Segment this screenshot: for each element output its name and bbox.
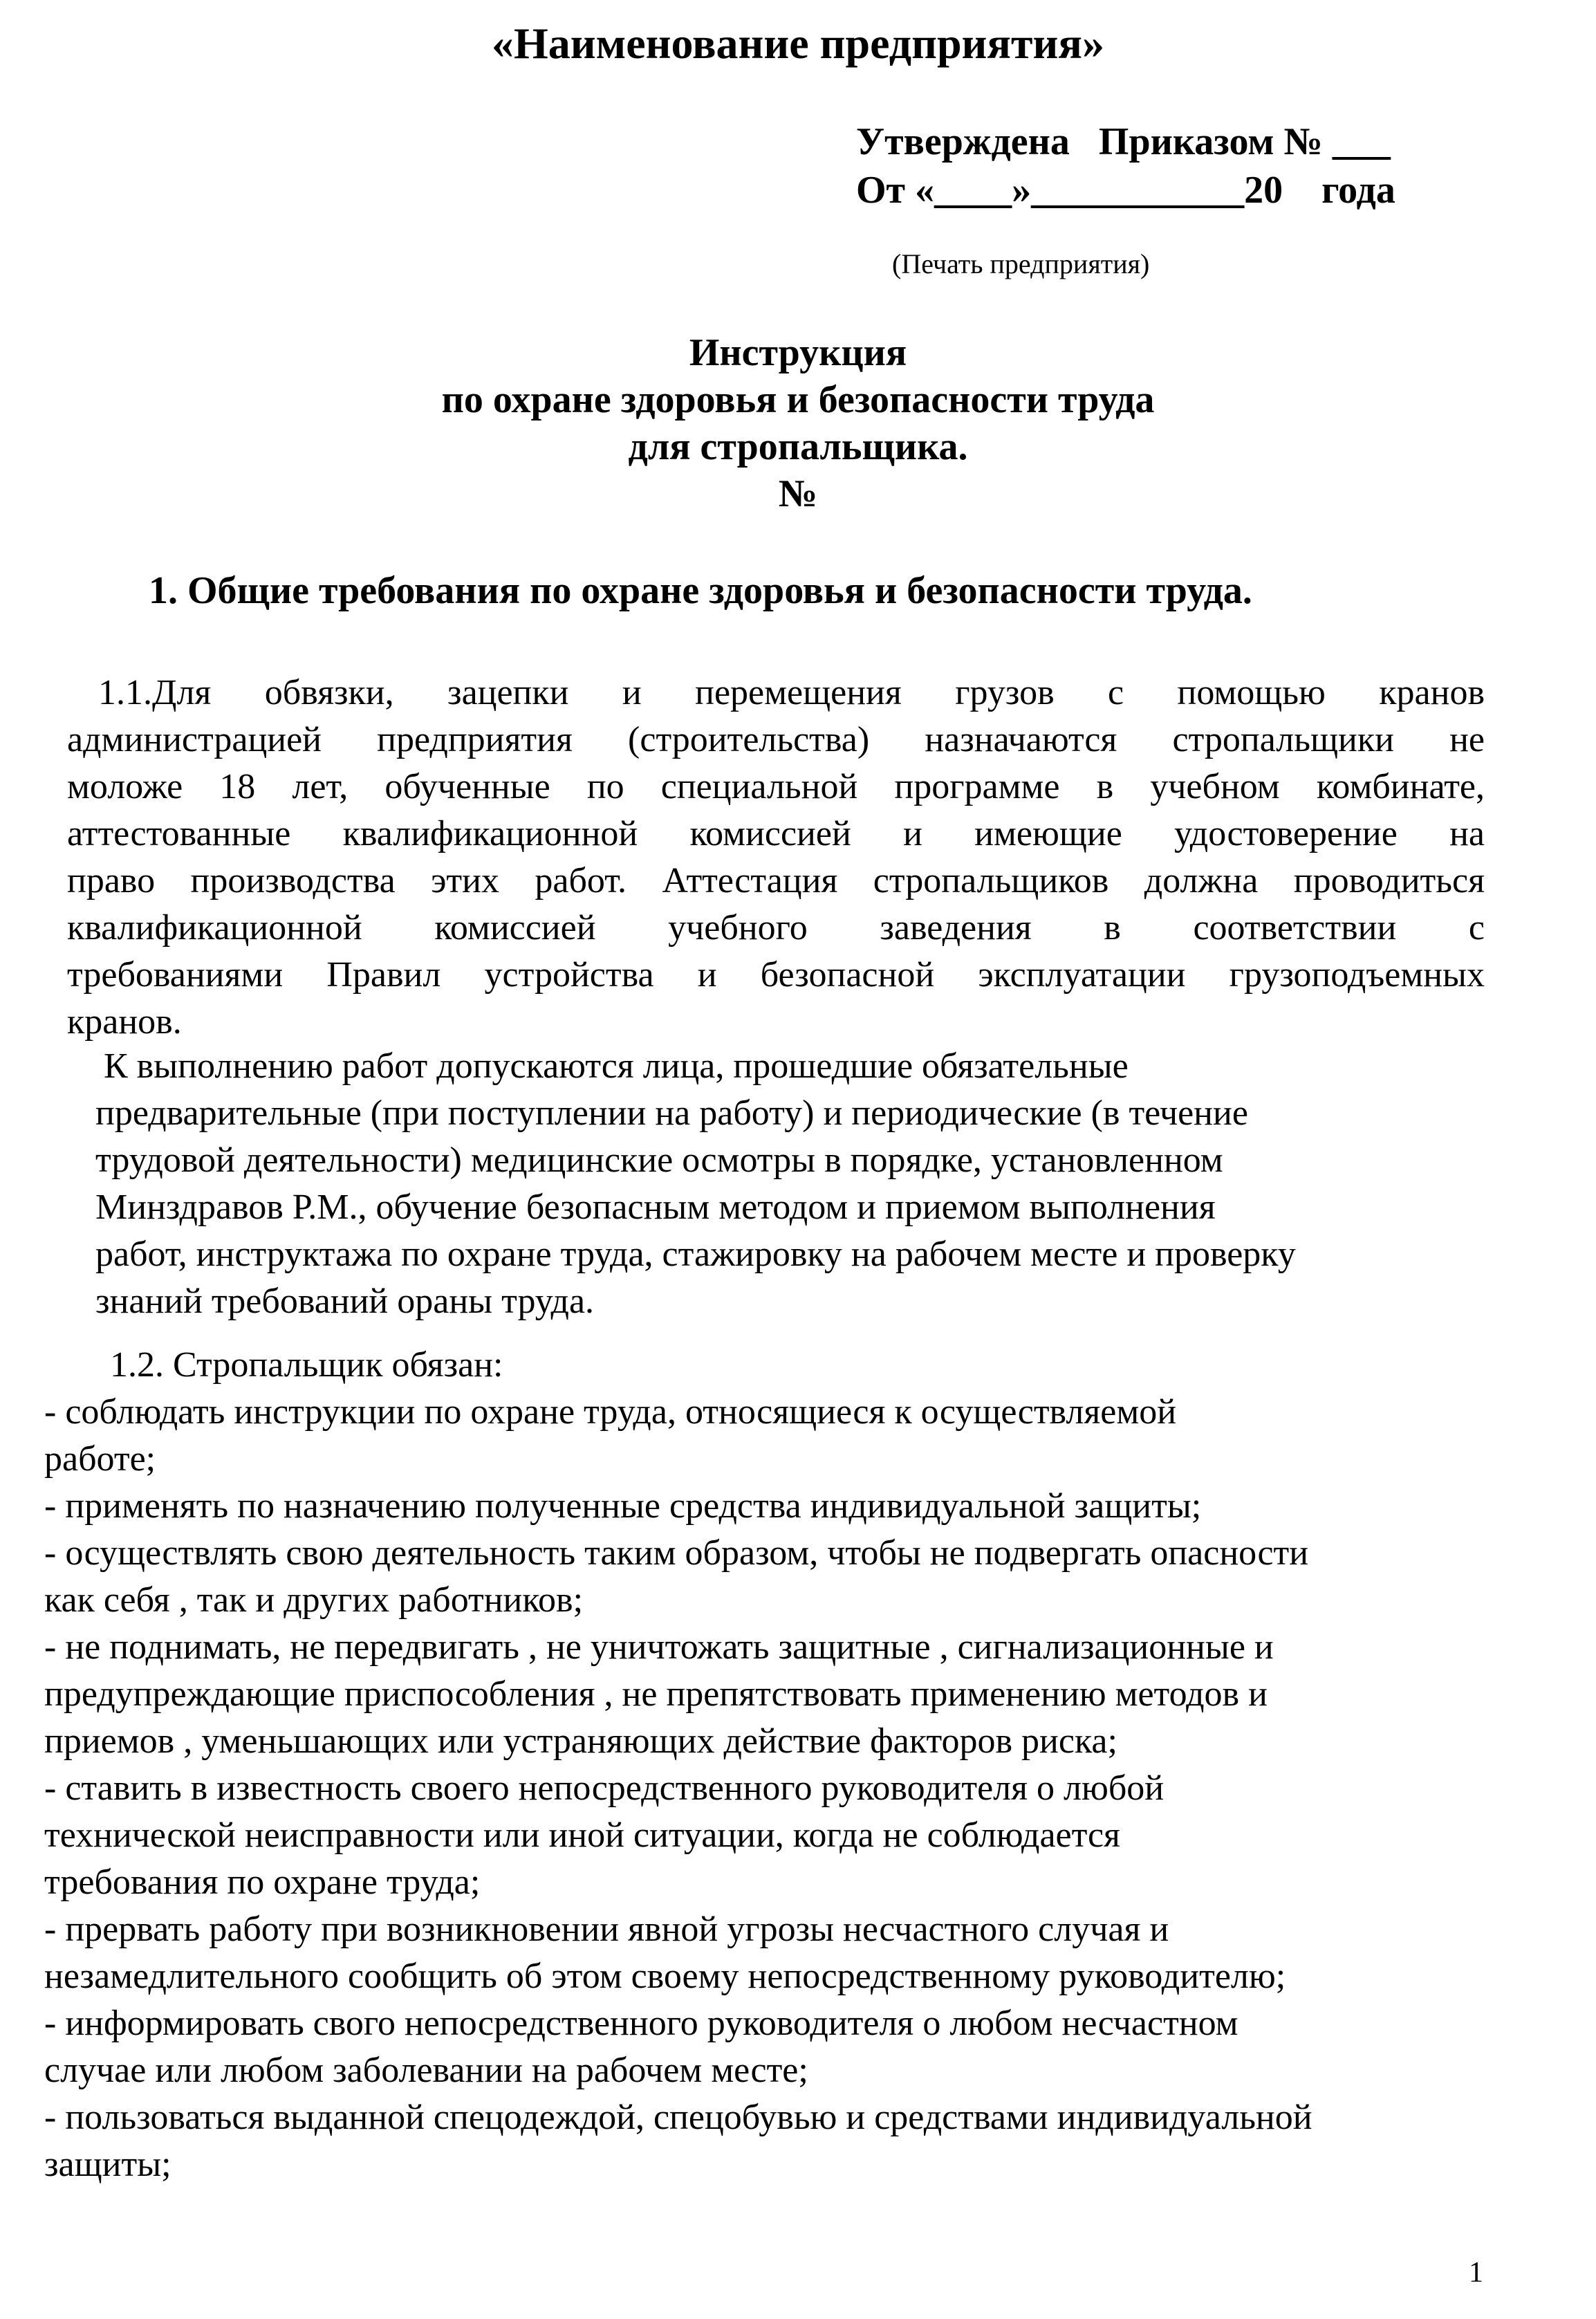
- list-item-cont: приемов , уменьшающих или устраняющих действие факторов риска;: [44, 1721, 1117, 1761]
- list-item: - информировать свого непосредственного руководителя о любом несчастном: [44, 2004, 1238, 2043]
- list-item: - прервать работу при возникновении явной угрозы несчастного случая и: [44, 1910, 1169, 1949]
- document-subtitle-role: для стропальщика.: [628, 425, 968, 468]
- text-line: Минздравов Р.М., обучение безопасным методом и приемом выполнения: [95, 1188, 1216, 1227]
- list-item: - ставить в известность своего непосредственного руководителя о любой: [44, 1768, 1164, 1808]
- document-number: №: [778, 472, 818, 515]
- text-line: право производства этих работ. Аттестация стропальщиков должна проводиться: [67, 861, 1485, 900]
- text-line: трудовой деятельности) медицинские осмотры в порядке, установленном: [95, 1140, 1223, 1180]
- company-name: «Наименование предприятия»: [492, 19, 1104, 68]
- text-line: кранов.: [67, 1002, 182, 1042]
- document-subtitle: по охране здоровья и безопасности труда: [441, 378, 1155, 421]
- text-line: 1.2. Стропальщик обязан:: [110, 1345, 503, 1385]
- text-line: работ, инструктажа по охране труда, стажировку на рабочем месте и проверку: [95, 1235, 1296, 1274]
- approval-date-line: От «____»___________20 года: [856, 169, 1395, 212]
- list-item: - пользоваться выданной спецодеждой, спецобувью и средствами индивидуальной: [44, 2098, 1312, 2137]
- text-line: предварительные (при поступлении на работу) и периодические (в течение: [95, 1093, 1248, 1133]
- page-number: 1: [1469, 2257, 1483, 2289]
- text-line: К выполнению работ допускаются лица, прошедшие обязательные: [104, 1046, 1129, 1086]
- list-item: - не поднимать, не передвигать , не уничтожать защитные , сигнализационные и: [44, 1627, 1274, 1667]
- document-title: Инструкция: [689, 331, 907, 374]
- approval-line: Утверждена Приказом № ___: [856, 120, 1391, 163]
- list-item-cont: работе;: [44, 1439, 156, 1479]
- list-item-cont: технической неисправности или иной ситуации, когда не соблюдается: [44, 1816, 1120, 1855]
- list-item-cont: предупреждающие приспособления , не препятствовать применению методов и: [44, 1674, 1268, 1714]
- list-item: - осуществлять свою деятельность таким образом, чтобы не подвергать опасности: [44, 1533, 1309, 1573]
- paragraph-1-1-admission: [95, 1043, 1296, 1325]
- list-item-cont: защиты;: [44, 2145, 171, 2184]
- text-line: администрацией предприятия (строительства) назначаются стропальщики не: [67, 720, 1485, 759]
- list-item-cont: незамедлительного сообщить об этом своему непосредственному руководителю;: [44, 1957, 1286, 1996]
- text-line: квалификационной комиссией учебного заведения в соответствии с: [67, 908, 1485, 948]
- list-item: - соблюдать инструкции по охране труда, относящиеся к осуществляемой: [44, 1392, 1177, 1432]
- text-line: 1.1.Для обвязки, зацепки и перемещения грузов с помощью кранов: [98, 673, 1485, 712]
- list-item-cont: требования по охране труда;: [44, 1863, 481, 1902]
- text-line: аттестованные квалификационной комиссией и имеющие удостоверение на: [67, 814, 1485, 853]
- list-item: - применять по назначению полученные средства индивидуальной защиты;: [44, 1486, 1202, 1526]
- text-line: знаний требований ораны труда.: [95, 1282, 595, 1321]
- section-heading: 1. Общие требования по охране здоровья и безопасности труда.: [149, 569, 1252, 612]
- list-item-cont: как себя , так и других работников;: [44, 1580, 584, 1620]
- paragraph-1-1: [67, 669, 1485, 1046]
- stamp-placeholder: (Печать предприятия): [892, 248, 1150, 279]
- text-line: требованиями Правил устройства и безопасной эксплуатации грузоподъемных: [67, 955, 1485, 995]
- paragraph-1-2: [44, 1342, 1312, 2188]
- text-line: моложе 18 лет, обученные по специальной программе в учебном комбинате,: [67, 767, 1485, 806]
- list-item-cont: случае или любом заболевании на рабочем месте;: [44, 2051, 808, 2090]
